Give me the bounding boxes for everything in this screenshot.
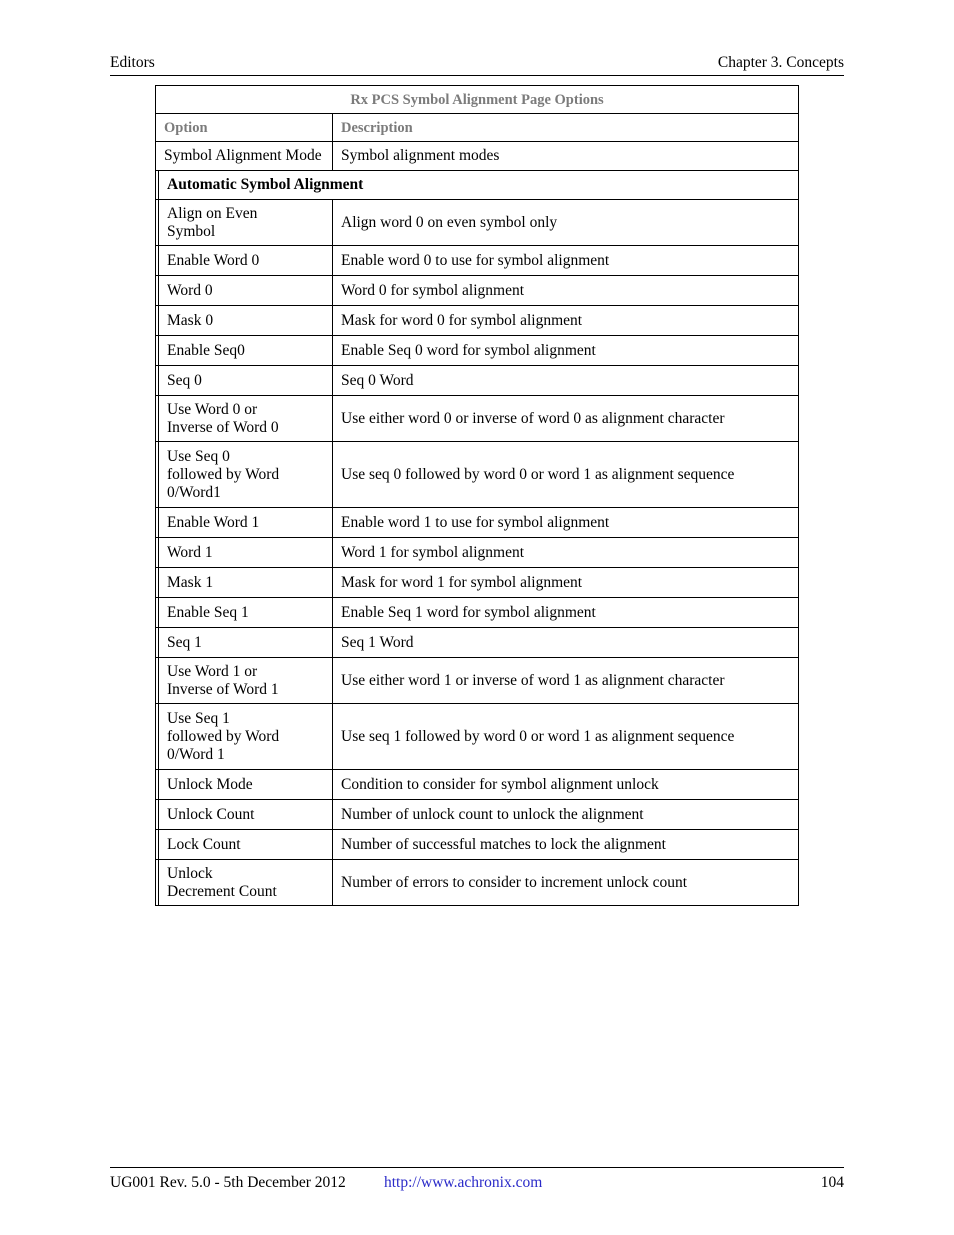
option-line: Enable Word 0	[167, 251, 260, 269]
table-row	[156, 306, 799, 336]
option-line: Unlock Count	[167, 805, 255, 823]
option-cell	[159, 598, 333, 628]
option-line: 0/Word 1	[167, 745, 225, 763]
description-cell: Use either word 1 or inverse of word 1 as alignment character	[333, 658, 799, 704]
option-line: Seq 0	[167, 371, 202, 389]
option-line: Lock Count	[167, 835, 241, 853]
table-row	[156, 366, 799, 396]
description-cell: Enable word 0 to use for symbol alignment	[333, 246, 799, 276]
table-row	[156, 628, 799, 658]
description-cell: Number of errors to consider to increment unlock count	[333, 860, 799, 906]
page-number: 104	[820, 1174, 844, 1191]
description-cell: Mask for word 1 for symbol alignment	[333, 568, 799, 598]
option-cell: Symbol Alignment Mode	[156, 142, 333, 171]
table-title-row	[156, 86, 799, 114]
table-row	[156, 538, 799, 568]
option-line: Symbol	[167, 222, 216, 240]
option-line: Word 0	[167, 281, 213, 299]
description-cell: Enable Seq 0 word for symbol alignment	[333, 336, 799, 366]
option-line: Use Word 1 or	[167, 662, 258, 680]
column-header-description: Description	[333, 114, 799, 142]
page-footer	[110, 1167, 844, 1191]
description-cell: Use either word 0 or inverse of word 0 as alignment character	[333, 396, 799, 442]
option-line: followed by Word	[167, 465, 280, 483]
description-cell: Mask for word 0 for symbol alignment	[333, 306, 799, 336]
option-cell	[159, 442, 333, 508]
option-cell	[159, 538, 333, 568]
description-cell: Symbol alignment modes	[333, 142, 799, 171]
option-cell	[159, 628, 333, 658]
table-row	[156, 770, 799, 800]
option-line: Mask 1	[167, 573, 214, 591]
description-cell: Number of successful matches to lock the alignment	[333, 830, 799, 860]
table-row	[156, 276, 799, 306]
table-row	[156, 830, 799, 860]
option-line: Decrement Count	[167, 882, 277, 900]
table-header-row	[156, 114, 799, 142]
option-line: Inverse of Word 0	[167, 418, 279, 436]
option-line: Unlock	[167, 864, 213, 882]
table-row	[156, 200, 799, 246]
table-row	[156, 658, 799, 704]
option-cell	[159, 366, 333, 396]
option-line: Use Word 0 or	[167, 400, 258, 418]
table-row	[156, 396, 799, 442]
table-title: Rx PCS Symbol Alignment Page Options	[156, 86, 799, 114]
table-row	[156, 246, 799, 276]
description-cell: Use seq 1 followed by word 0 or word 1 as alignment sequence	[333, 704, 799, 770]
option-line: Use Seq 0	[167, 447, 230, 465]
section-title: Automatic Symbol Alignment	[159, 171, 799, 200]
option-line: 0/Word1	[167, 483, 221, 501]
description-cell: Enable Seq 1 word for symbol alignment	[333, 598, 799, 628]
option-cell	[159, 568, 333, 598]
option-cell	[159, 800, 333, 830]
option-cell	[159, 508, 333, 538]
option-line: Enable Word 1	[167, 513, 260, 531]
option-line: Use Seq 1	[167, 709, 230, 727]
option-cell	[159, 200, 333, 246]
website-link[interactable]: http://www.achronix.com	[384, 1174, 543, 1191]
option-cell	[159, 704, 333, 770]
option-line: followed by Word	[167, 727, 280, 745]
option-line: Enable Seq 1	[167, 603, 249, 621]
table-row	[156, 704, 799, 770]
option-line: Unlock Mode	[167, 775, 253, 793]
option-cell	[159, 246, 333, 276]
option-cell	[159, 658, 333, 704]
description-cell: Seq 1 Word	[333, 628, 799, 658]
option-line: Word 1	[167, 543, 213, 561]
table-row	[156, 800, 799, 830]
option-cell	[159, 830, 333, 860]
table-row	[156, 142, 799, 171]
options-table	[155, 85, 799, 906]
header-chapter-title: Chapter 3. Concepts	[717, 54, 844, 71]
column-header-option: Option	[156, 114, 333, 142]
description-cell: Word 1 for symbol alignment	[333, 538, 799, 568]
table-row	[156, 568, 799, 598]
page-header	[110, 54, 844, 76]
option-cell	[159, 306, 333, 336]
option-line: Mask 0	[167, 311, 214, 329]
option-cell	[159, 860, 333, 906]
description-cell: Number of unlock count to unlock the alignment	[333, 800, 799, 830]
header-section-title: Editors	[110, 54, 155, 71]
option-cell	[159, 770, 333, 800]
description-cell: Condition to consider for symbol alignment unlock	[333, 770, 799, 800]
option-cell	[159, 396, 333, 442]
table-row	[156, 508, 799, 538]
table-row	[156, 860, 799, 906]
option-line: Enable Seq0	[167, 341, 245, 359]
option-line: Inverse of Word 1	[167, 680, 279, 698]
table-row	[156, 336, 799, 366]
description-cell: Align word 0 on even symbol only	[333, 200, 799, 246]
table-row	[156, 598, 799, 628]
description-cell: Use seq 0 followed by word 0 or word 1 as alignment sequence	[333, 442, 799, 508]
table-row	[156, 442, 799, 508]
option-line: Seq 1	[167, 633, 202, 651]
description-cell: Word 0 for symbol alignment	[333, 276, 799, 306]
option-cell	[159, 276, 333, 306]
section-row	[156, 171, 799, 200]
description-cell: Seq 0 Word	[333, 366, 799, 396]
description-cell: Enable word 1 to use for symbol alignment	[333, 508, 799, 538]
document-revision: UG001 Rev. 5.0 - 5th December 2012	[110, 1174, 346, 1191]
option-line: Align on Even	[167, 204, 258, 222]
option-cell	[159, 336, 333, 366]
